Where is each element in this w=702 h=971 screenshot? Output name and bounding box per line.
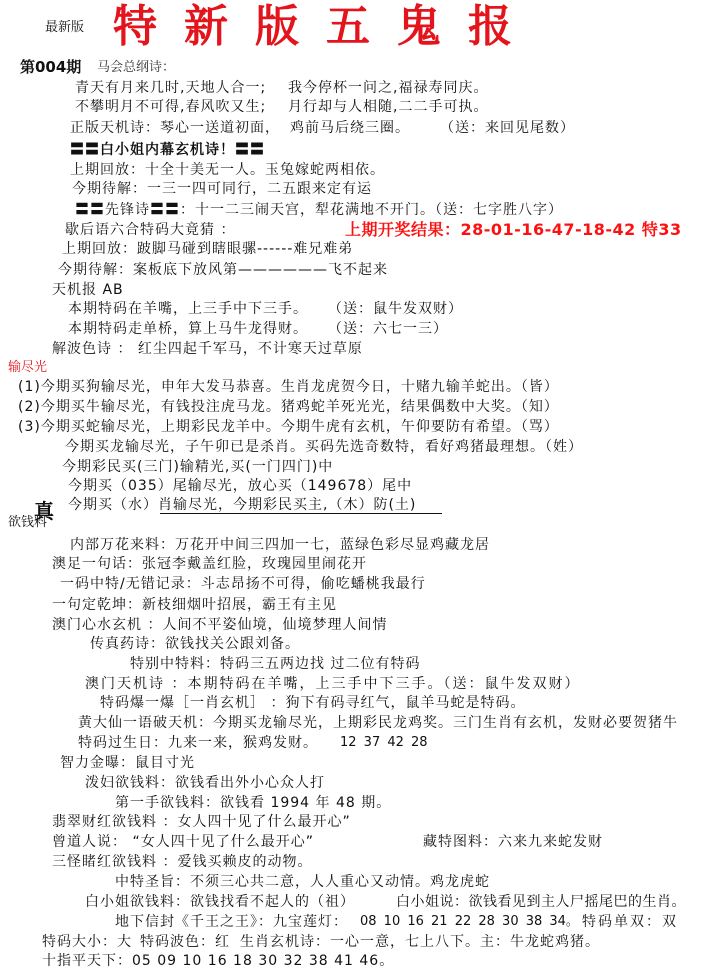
lose-all-dragon: 今期买龙输尽光，子午卯已是杀肖。买码先选奇数特，看好鸡猪最理想。（姓） [65, 439, 583, 455]
clue-envelope-numbers: 08 10 16 21 22 28 30 38 34。 [360, 914, 579, 929]
clue-macau-word: 澳足一句话：张冠李戴盖红脸，玫瑰园里闹花开 [52, 556, 367, 572]
clue-white-lady-money: 白小姐欲钱料：欲钱找看不起人的（祖） [85, 894, 355, 910]
page-title: 特新版五鬼报 [113, 1, 539, 52]
lose-all-item: (2)今期买牛输尽光，有钱投注虎马龙。猪鸡蛇羊死光光，结果偶数中大奖。（知） [18, 399, 559, 415]
clue-macau-oracle: 澳门天机诗 ：本期特码在羊嘴，上三手中下三手。（送：鼠牛发双财） [85, 676, 581, 692]
lose-all-item: (1)今期买狗输尽光，申年大发马恭喜。生肖龙虎贺今日，十赌九输羊蛇出。（皆） [18, 379, 559, 395]
lose-all-title: 输尽光 [8, 360, 48, 375]
genuine-oracle-part-a: 正版天机诗：琴心一送道初面， [70, 120, 280, 136]
white-lady-poem-title: 〓〓白小姐内幕玄机诗！〓〓 [70, 142, 265, 158]
oracle-ab-line-1-gift: （送：鼠牛发双财） [328, 301, 463, 317]
clue-first-hand: 第一手欲钱料：欲钱看 1994 年 48 期。 [115, 795, 392, 811]
lose-all-elements: 今期买（水）肖输尽光，今期彩民买主,（木）防(土) [68, 497, 417, 513]
clue-ten-fingers: 十指平天下：05 09 10 16 18 30 32 38 41 46。 [42, 953, 395, 969]
genuine-oracle-part-b: 鸡前马后绕三圈。 [290, 120, 410, 136]
riddle-title: 歇后语六合特码大竟猜 ： [65, 222, 236, 238]
oracle-ab-line-2: 本期特码走单桥，算上马牛龙得财。 [68, 321, 308, 337]
clue-code-burst: 特码爆一爆［一肖玄机］ ：狗下有码寻红气，鼠羊马蛇是特码。 [100, 695, 526, 711]
clue-odd-even: 特码单双：双 [582, 914, 678, 930]
clue-three-oddities: 三怪睹红欲钱料 ：爱钱买赖皮的动物。 [52, 854, 313, 870]
clue-size: 特码大小：大 [42, 934, 132, 950]
master-poem-line-2b: 月行却与人相随,二二手可执。 [288, 99, 489, 115]
master-poem-label: 马会总纲诗： [97, 60, 176, 75]
clue-birthday-numbers: 12 37 42 28 [340, 735, 428, 750]
clue-flowers: 内部万花来料：万花开中间三四加一七，蓝绿色彩尽显鸡藏龙居 [70, 537, 490, 553]
lose-all-item: (3)今期买蛇输尽光，上期彩民龙羊中。今期牛虎有玄机，午仰要防有希望。（骂） [18, 419, 559, 435]
lose-all-tails: 今期买（035）尾输尽光，放心买（149678）尾中 [68, 478, 413, 494]
clue-wisdom: 智力金曝：鼠目寸光 [60, 755, 195, 771]
clue-wave-color: 特码波色：红 [140, 934, 230, 950]
master-poem-line-1a: 青天有月来几时,天地人合一; [75, 80, 267, 96]
clue-special-code: 特别中特料：特码三五两边找 过二位有特码 [130, 656, 421, 672]
genuine-badge: 真 [34, 499, 54, 523]
riddle-last-review: 上期回放：跛脚马碰到瞎眼骡------难兄难弟 [62, 241, 354, 257]
clue-zodiac-poem: 生肖玄机诗：一心一意，七上八下。主：牛龙蛇鸡猪。 [240, 934, 600, 950]
genuine-oracle-gift: （送：来回见尾数） [440, 120, 575, 136]
clue-taoist: 曾道人说： “女人四十见了什么最开心” [52, 834, 314, 850]
color-poem: 解波色诗 ： 红尘四起千军马，不计寒天过草原 [52, 341, 363, 357]
clue-envelope: 地下信封《千王之王》：九宝莲灯： [115, 914, 348, 930]
clue-decree: 中特圣旨：不须三心共二意，人人重心又动情。鸡龙虎蛇 [115, 874, 490, 890]
white-lady-last-review: 上期回放：十全十美无一人。玉兔嫁蛇两相依。 [70, 162, 385, 178]
oracle-ab-line-2-gift: （送：六七一三） [328, 321, 448, 337]
last-draw-result: 上期开奖结果：28-01-16-47-18-42 特33 [345, 220, 682, 239]
clue-one-sentence: 一句定乾坤：新枝细烟叶招展，霸王有主见 [52, 597, 337, 613]
riddle-this-issue: 今期待解：案板底下放风第——————飞不起来 [58, 262, 388, 278]
clue-wong-tai-sin: 黄大仙一语破天机：今期买龙输尽光，上期彩民龙鸡奖。三门生肖有玄机，发财必要贺猪牛 [78, 715, 678, 731]
pioneer-poem: 〓〓先锋诗〓〓：十一二三闹天宫，犁花满地不开门。（送：七字胜八字） [75, 202, 563, 218]
clue-macau-heart: 澳门心水玄机 ：人间不平姿仙境，仙境梦理人间情 [52, 617, 388, 633]
edition-tag: 最新版 [45, 20, 85, 35]
clue-birthday: 特码过生日：九来一来，猴鸡发财。 [78, 735, 318, 751]
clue-hidden-chart: 藏特图料：六来九来蛇发财 [423, 834, 603, 850]
lose-all-doors: 今期彩民买(三门)输精光,买(一门四门)中 [62, 459, 334, 475]
oracle-ab-title: 天机报 AB [52, 282, 124, 298]
clue-one-code: 一码中特/无错记录：斗志昂扬不可得，偷吃蟠桃我最行 [60, 576, 426, 592]
money-section-title: 欲钱料 [8, 515, 48, 530]
issue-number: 第004期 [20, 58, 82, 76]
clue-fax-poem: 传真药诗：欲钱找关公跟刘备。 [90, 636, 300, 652]
underline-rule [160, 513, 442, 514]
clue-jade: 翡翠财红欲钱料 ：女人四十见了什么最开心” [52, 814, 351, 830]
clue-shrew: 泼妇欲钱料：欲钱看出外小心众人打 [85, 775, 325, 791]
oracle-ab-line-1: 本期特码在羊嘴，上三手中下三手。 [68, 301, 308, 317]
master-poem-line-2a: 不攀明月不可得,春风吹又生; [75, 99, 267, 115]
clue-white-lady-says: 白小姐说：欲钱看见到主人尸摇尾巴的生肖。 [396, 894, 686, 910]
white-lady-this-issue: 今期待解：一三一四可同行，二五跟来定有运 [72, 181, 372, 197]
master-poem-line-1b: 我今停杯一问之,福禄寿同庆。 [288, 80, 489, 96]
